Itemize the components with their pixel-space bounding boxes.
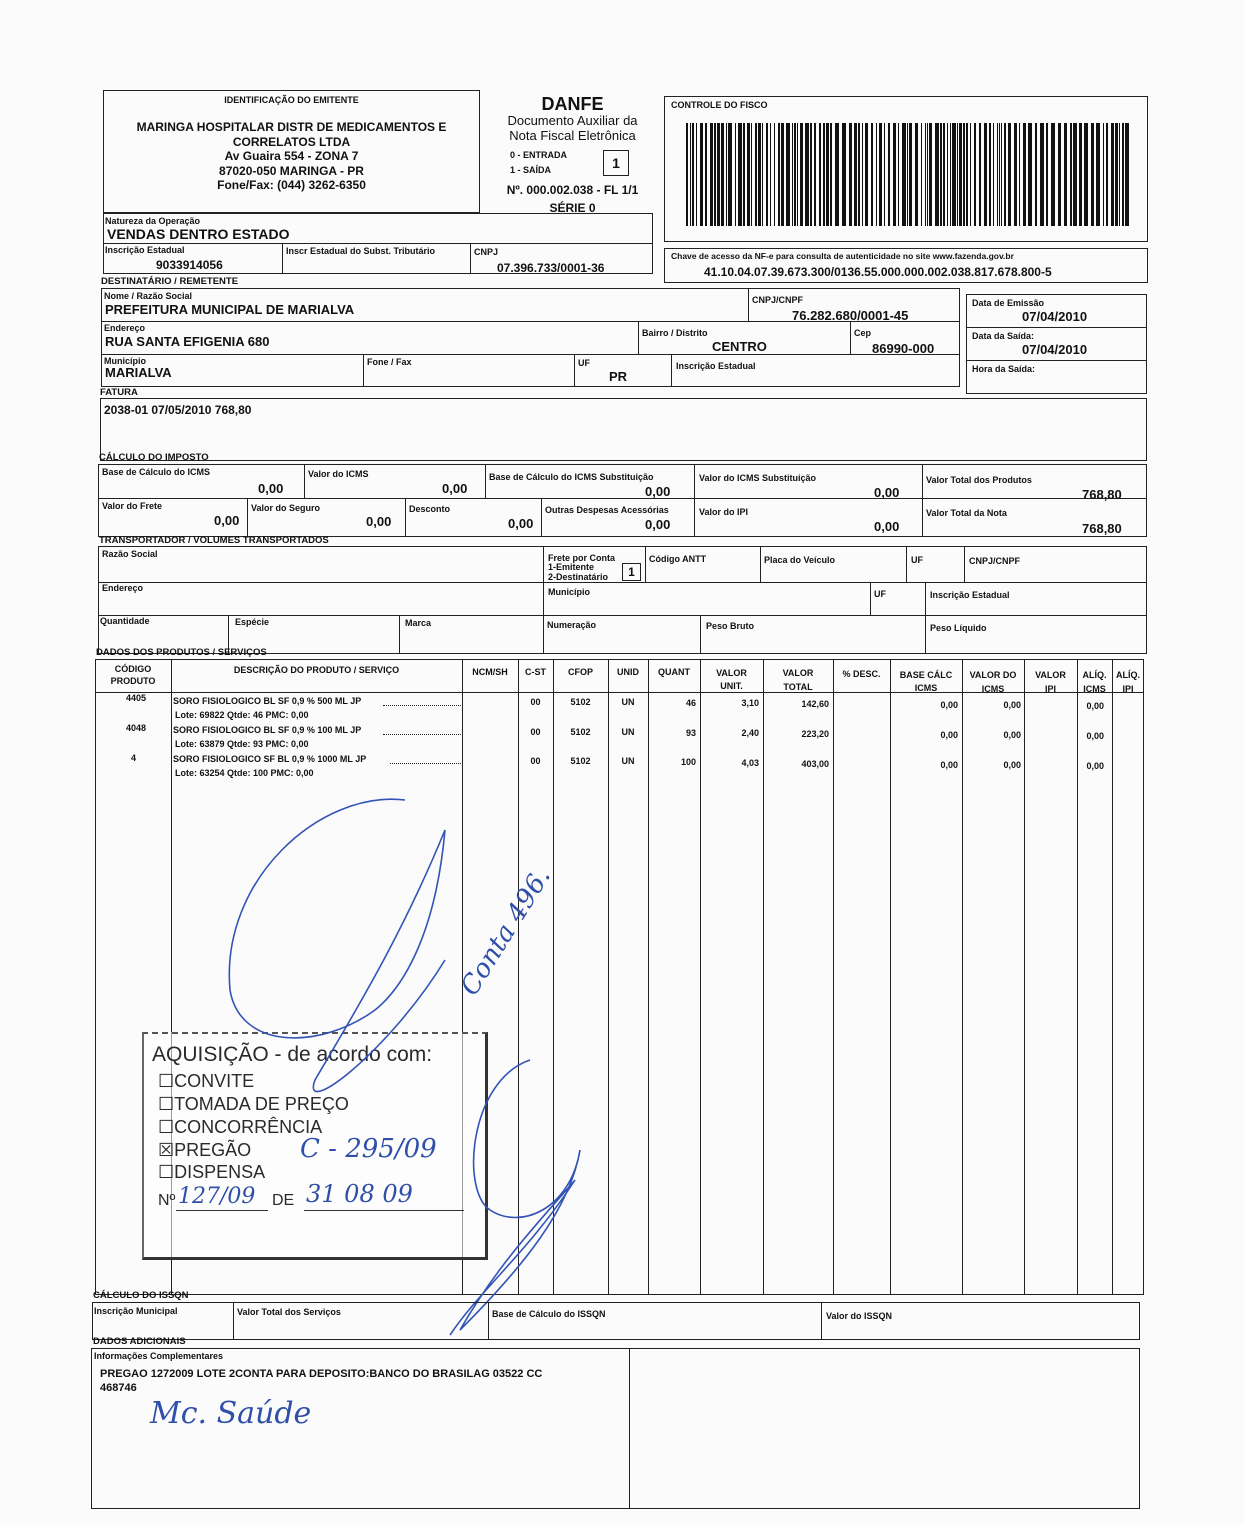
row-cfop: 5102 [570, 727, 591, 737]
barcode-bar [755, 123, 757, 226]
dest-cnpj-value: 76.282.680/0001-45 [792, 308, 909, 323]
transp-razao-label: Razão Social [102, 549, 158, 559]
stamp-num-prefix: Nº [158, 1192, 176, 1209]
row-quant: 46 [685, 698, 696, 708]
transp-uf2-label: UF [874, 589, 886, 599]
row-vunit: 3,10 [741, 698, 759, 708]
barcode-bar [696, 123, 697, 226]
dest-uf-label: UF [578, 358, 590, 368]
barcode-bar [810, 123, 812, 226]
dest-municipio-value: MARIALVA [105, 365, 172, 380]
barcode-bar [1008, 123, 1011, 226]
barcode-bar [879, 123, 882, 226]
barcode-bar [726, 123, 727, 226]
barcode-bar [1115, 123, 1118, 226]
barcode-bar [925, 123, 926, 226]
total-produtos-label: Valor Total dos Produtos [926, 475, 1032, 485]
dest-cep-value: 86990-000 [872, 341, 935, 356]
barcode-bar [950, 123, 951, 226]
hdr-vicms-1: VALOR DO [969, 670, 1017, 680]
barcode-bar [876, 123, 877, 226]
cnpj-emit-label: CNPJ [474, 247, 499, 257]
base-icms-label: Base de Cálculo do ICMS [102, 467, 211, 477]
danfe-entrada: 0 - ENTRADA [510, 150, 568, 160]
stamp-opt-concorrencia: ☐CONCORRÊNCIA [158, 1117, 323, 1137]
hdr-vunit-1: VALOR [716, 668, 747, 678]
barcode-bar [952, 123, 956, 226]
dest-cnpj-label: CNPJ/CNPF [752, 295, 804, 305]
barcode-bar [1111, 123, 1114, 226]
barcode-bar [705, 123, 707, 226]
hdr-aicms-1: ALÍQ. [1082, 670, 1107, 680]
row-vicms: 0,00 [1003, 700, 1021, 710]
barcode-bar [700, 123, 703, 226]
barcode-bar [1070, 123, 1072, 226]
barcode-bar [989, 123, 991, 226]
danfe-subtitle-1: Documento Auxiliar da [507, 113, 638, 128]
barcode-bar [747, 123, 750, 226]
barcode-bar [690, 123, 691, 226]
outras-label: Outras Despesas Acessórias [545, 505, 669, 515]
row-cst: 00 [530, 697, 541, 707]
barcode-bar [1001, 123, 1002, 226]
barcode-bar [854, 123, 857, 226]
numeracao-label: Numeração [547, 620, 597, 630]
issqn-section-label: CÁLCULO DO ISSQN [93, 1290, 189, 1301]
barcode-bar [871, 123, 873, 226]
barcode-bar [735, 123, 736, 226]
barcode-bar [717, 123, 720, 226]
row-descricao: SORO FISIOLOGICO BL SF 0,9 % 100 ML JP [173, 725, 362, 735]
row-vicms: 0,00 [1003, 730, 1021, 740]
desconto-label: Desconto [409, 504, 451, 514]
barcode-bar [966, 123, 968, 226]
dest-nome-label: Nome / Razão Social [104, 291, 193, 301]
row-base: 0,00 [940, 700, 958, 710]
chave-value: 41.10.04.07.39.673.300/0136.55.000.000.002.038.817.678.800-5 [704, 265, 1052, 279]
barcode-bar [762, 123, 763, 226]
hdr-vicms-2: ICMS [981, 684, 1005, 694]
barcode-bar [1091, 123, 1094, 226]
barcode-bar [915, 123, 918, 226]
dest-endereco-value: RUA SANTA EFIGENIA 680 [105, 334, 270, 349]
checkbox-icon: ☐ [158, 1071, 175, 1091]
barcode-bar [907, 123, 908, 226]
barcode [686, 123, 1130, 226]
emitente-info [103, 120, 480, 193]
barcode-bar [979, 123, 981, 226]
dest-municipio-label: Município [104, 356, 146, 366]
row-unid: UN [621, 727, 635, 737]
fatura-box [100, 398, 1147, 461]
hdr-vipi-1: VALOR [1035, 670, 1066, 680]
total-nota-value: 768,80 [1082, 521, 1122, 536]
barcode-bar [1064, 123, 1067, 226]
row-lote: Lote: 69822 Qtde: 46 PMC: 0,00 [175, 710, 309, 720]
ie-label: Inscrição Estadual [105, 245, 185, 255]
barcode-bar [743, 123, 745, 226]
barcode-bar [935, 123, 939, 226]
barcode-bar [814, 123, 816, 226]
barcode-bar [921, 123, 922, 226]
row-cfop: 5102 [570, 756, 591, 766]
produtos-section-label: DADOS DOS PRODUTOS / SERVIÇOS [96, 647, 267, 658]
total-produtos-value: 768,80 [1082, 487, 1122, 502]
emitente-phone: Fone/Fax: (044) 3262-6350 [217, 178, 366, 192]
row-vtotal: 223,20 [801, 729, 829, 739]
base-icms-value: 0,00 [258, 481, 284, 496]
quantidade-label: Quantidade [100, 616, 150, 626]
barcode-bar [1058, 123, 1061, 226]
dest-bairro-value: CENTRO [712, 339, 767, 354]
barcode-bar [842, 123, 846, 226]
barcode-bar [751, 123, 752, 226]
side-note-hw: Conta 496. [455, 862, 557, 1001]
stamp-title: AQUISIÇÃO - de acordo com: [152, 1043, 433, 1066]
barcode-bar [959, 123, 962, 226]
barcode-bar [970, 123, 971, 226]
transp-municipio-label: Município [548, 587, 590, 597]
barcode-bar [830, 123, 832, 226]
ipi-label: Valor do IPI [699, 507, 749, 517]
seguro-value: 0,00 [366, 514, 392, 529]
ipi-value: 0,00 [874, 519, 900, 534]
outras-value: 0,00 [645, 517, 671, 532]
fatura-value: 2038-01 07/05/2010 768,80 [104, 403, 252, 417]
barcode-bar [957, 123, 958, 226]
hdr-desc: % DESC. [842, 669, 881, 679]
barcode-bar [774, 123, 775, 226]
barcode-bar [940, 123, 942, 226]
row-lote: Lote: 63254 Qtde: 100 PMC: 0,00 [175, 768, 314, 778]
dest-ie-label: Inscrição Estadual [676, 361, 756, 371]
valor-st-value: 0,00 [874, 485, 900, 500]
row-vtotal: 142,60 [801, 699, 829, 709]
base-st-label: Base de Cálculo do ICMS Substituição [489, 472, 654, 482]
frete-label: Valor do Frete [102, 501, 163, 511]
base-st-value: 0,00 [645, 484, 671, 499]
transporte-section-label: TRANSPORTADOR / VOLUMES TRANSPORTADOS [99, 535, 329, 546]
barcode-bar [792, 123, 793, 226]
barcode-bar [865, 123, 868, 226]
row-quant: 100 [680, 757, 696, 767]
ie-value: 9033914056 [156, 258, 223, 272]
row-unid: UN [621, 697, 635, 707]
danfe-subtitle-2: Nota Fiscal Eletrônica [509, 128, 636, 143]
frete-conta-l2: 1-Emitente [548, 562, 595, 572]
danfe-saida: 1 - SAÍDA [510, 165, 552, 175]
stamp-de: DE [272, 1192, 295, 1209]
dest-uf-value: PR [609, 369, 628, 384]
hdr-unid: UNID [617, 667, 639, 677]
row-base: 0,00 [940, 760, 958, 770]
info-label: Informações Complementares [94, 1351, 224, 1361]
barcode-bar [778, 123, 780, 226]
saida-label: Data da Saída: [972, 331, 1035, 341]
stamp-num-hw: 127/09 [178, 1184, 256, 1209]
barcode-bar [909, 123, 912, 226]
placa-label: Placa do Veículo [764, 555, 836, 565]
hdr-aipi-2: IPI [1122, 684, 1134, 694]
barcode-bar [1023, 123, 1026, 226]
checked-box-icon: ☒ [158, 1140, 175, 1160]
barcode-bar [858, 123, 860, 226]
barcode-bar [1014, 123, 1017, 226]
row-aicms: 0,00 [1086, 731, 1104, 741]
barcode-bar [728, 123, 732, 226]
barcode-bar [805, 123, 809, 226]
row-quant: 93 [685, 728, 696, 738]
barcode-bar [997, 123, 998, 226]
hdr-aipi-1: ALÍQ. [1116, 670, 1140, 680]
issqn-valor-label: Valor do ISSQN [826, 1311, 893, 1321]
issqn-im-label: Inscrição Municipal [94, 1306, 178, 1316]
barcode-bar [1046, 123, 1048, 226]
barcode-bar [758, 123, 761, 226]
barcode-bar [1051, 123, 1055, 226]
danfe-tipo-box: 1 [603, 150, 629, 176]
row-aicms: 0,00 [1086, 701, 1104, 711]
stamp-opt-pregao: ☒PREGÃO [158, 1140, 252, 1160]
row-lote: Lote: 63879 Qtde: 93 PMC: 0,00 [175, 739, 309, 749]
hdr-aicms-2: ICMS [1083, 684, 1106, 694]
emitente-name-1: MARINGA HOSPITALAR DISTR DE MEDICAMENTOS E [136, 120, 447, 134]
row-vunit: 4,03 [741, 758, 759, 768]
barcode-bar [835, 123, 839, 226]
dest-cep-label: Cep [854, 328, 872, 338]
fisco-label: CONTROLE DO FISCO [671, 100, 768, 110]
total-nota-label: Valor Total da Nota [926, 508, 1007, 518]
transp-cnpj-label: CNPJ/CNPF [969, 556, 1021, 566]
barcode-bar [797, 123, 798, 226]
hdr-quant: QUANT [658, 667, 690, 677]
dest-bairro-label: Bairro / Distrito [642, 328, 708, 338]
natureza-value: VENDAS DENTRO ESTADO [107, 226, 290, 242]
info-line-1: PREGAO 1272009 LOTE 2CONTA PARA DEPOSITO:BANCO DO BRASILAG 03522 CC [100, 1368, 543, 1380]
antt-label: Código ANTT [649, 554, 707, 564]
row-descricao: SORO FISIOLOGICO SF BL 0,9 % 1000 ML JP [173, 754, 367, 764]
barcode-bar [902, 123, 906, 226]
adicionais-section-label: DADOS ADICIONAIS [93, 1336, 186, 1347]
info-line-2: 468746 [100, 1382, 137, 1394]
barcode-bar [1019, 123, 1020, 226]
danfe-serie: SÉRIE 0 [549, 201, 596, 215]
transp-endereco-label: Endereço [102, 583, 144, 593]
barcode-bar [1119, 123, 1120, 226]
seguro-label: Valor do Seguro [251, 503, 321, 513]
emissao-label: Data de Emissão [972, 298, 1045, 308]
barcode-bar [1079, 123, 1082, 226]
barcode-bar [1040, 123, 1044, 226]
checkbox-icon: ☐ [158, 1117, 175, 1137]
valor-icms-label: Valor do ICMS [308, 469, 369, 479]
barcode-bar [999, 123, 1000, 226]
row-base: 0,00 [940, 730, 958, 740]
stamp-opt-convite: ☐CONVITE [158, 1071, 255, 1091]
barcode-bar [1073, 123, 1077, 226]
barcode-bar [893, 123, 896, 226]
barcode-bar [1125, 123, 1129, 226]
emitente-name-2: CORRELATOS LTDA [232, 134, 351, 149]
barcode-bar [710, 123, 713, 226]
peso-bruto-label: Peso Bruto [706, 621, 755, 631]
marca-label: Marca [405, 618, 432, 628]
frete-value: 0,00 [214, 513, 240, 528]
hdr-codigo-1: CÓDIGO [114, 664, 152, 674]
barcode-bar [1103, 123, 1104, 226]
info-handwriting: Mc. Saúde [150, 1396, 312, 1431]
row-aicms: 0,00 [1086, 761, 1104, 771]
ie-st-label: Inscr Estadual do Subst. Tributário [286, 246, 436, 256]
row-vunit: 2,40 [741, 728, 759, 738]
row-descricao: SORO FISIOLOGICO BL SF 0,9 % 500 ML JP [173, 696, 362, 706]
barcode-bar [686, 123, 688, 226]
barcode-bar [781, 123, 784, 226]
hdr-descricao: DESCRIÇÃO DO PRODUTO / SERVIÇO [233, 665, 400, 675]
dest-nome-value: PREFEITURA MUNICIPAL DE MARIALVA [105, 302, 355, 317]
row-cst: 00 [530, 756, 541, 766]
barcode-bar [849, 123, 852, 226]
hdr-vipi-2: IPI [1044, 684, 1056, 694]
peso-liquido-label: Peso Líquido [930, 623, 987, 633]
stamp-pregao-hw: C - 295/09 [300, 1134, 437, 1164]
barcode-bar [927, 123, 928, 226]
row-cfop: 5102 [570, 697, 591, 707]
dest-fone-label: Fone / Fax [367, 357, 412, 367]
especie-label: Espécie [235, 617, 270, 627]
emitente-section-label: IDENTIFICAÇÃO DO EMITENTE [224, 95, 359, 105]
barcode-bar [738, 123, 742, 226]
barcode-bar [947, 123, 948, 226]
emitente-city: 87020-050 MARINGA - PR [219, 163, 364, 178]
barcode-bar [888, 123, 890, 226]
barcode-bar [826, 123, 829, 226]
barcode-bar [1122, 123, 1124, 226]
barcode-bar [993, 123, 994, 226]
issqn-total-label: Valor Total dos Serviços [237, 1307, 341, 1317]
frete-conta-l3: 2-Destinatário [548, 572, 609, 582]
hdr-cst: C-ST [525, 667, 546, 677]
cnpj-emit-value: 07.396.733/0001-36 [497, 261, 605, 275]
row-vtotal: 403,00 [801, 759, 829, 769]
row-unid: UN [621, 756, 635, 766]
barcode-bar [794, 123, 796, 226]
barcode-bar [984, 123, 987, 226]
barcode-bar [786, 123, 790, 226]
row-codigo: 4405 [125, 693, 146, 703]
checkbox-icon: ☐ [158, 1162, 175, 1182]
chave-label: Chave de acesso da NF-e para consulta de autenticidade no site www.fazenda.gov.br [671, 251, 1014, 261]
row-vicms: 0,00 [1003, 760, 1021, 770]
barcode-bar [1106, 123, 1108, 226]
desconto-value: 0,00 [508, 516, 534, 531]
hdr-base-2: ICMS [914, 683, 938, 693]
hdr-ncm: NCM/SH [472, 667, 508, 677]
barcode-bar [974, 123, 976, 226]
stamp-date-hw: 31 08 09 [306, 1180, 413, 1208]
barcode-bar [770, 123, 771, 226]
danfe-numero: Nº. 000.002.038 - FL 1/1 [506, 183, 639, 197]
hdr-codigo-2: PRODUTO [110, 676, 156, 686]
valor-st-label: Valor do ICMS Substituição [699, 473, 817, 483]
dest-endereco-label: Endereço [104, 323, 146, 333]
saida-value: 07/04/2010 [1022, 342, 1088, 357]
issqn-base-label: Base de Cálculo do ISSQN [492, 1309, 606, 1319]
hdr-cfop: CFOP [567, 667, 593, 677]
hdr-base-1: BASE CÁLC [899, 670, 953, 680]
barcode-bar [823, 123, 825, 226]
barcode-bar [862, 123, 863, 226]
signature-scribble [200, 790, 680, 1350]
emissao-value: 07/04/2010 [1022, 309, 1088, 324]
barcode-bar [1004, 123, 1006, 226]
barcode-bar [766, 123, 768, 226]
hora-label: Hora da Saída: [972, 364, 1036, 374]
hdr-vtotal-2: TOTAL [783, 682, 813, 692]
transp-ie-label: Inscrição Estadual [930, 590, 1010, 600]
barcode-bar [943, 123, 945, 226]
barcode-bar [721, 123, 724, 226]
natureza-label: Natureza da Operação [105, 216, 201, 226]
barcode-bar [884, 123, 885, 226]
barcode-bar [800, 123, 803, 226]
barcode-bar [819, 123, 821, 226]
emitente-address: Av Guaira 554 - ZONA 7 [224, 149, 359, 163]
row-cst: 00 [530, 727, 541, 737]
transp-uf-label: UF [911, 555, 923, 565]
frete-conta-l1: Frete por Conta [548, 553, 616, 563]
checkbox-icon: ☐ [158, 1094, 175, 1114]
hdr-vunit-2: UNIT. [720, 681, 743, 691]
barcode-bar [714, 123, 716, 226]
hdr-vtotal-1: VALOR [782, 668, 814, 678]
row-codigo: 4048 [125, 723, 146, 733]
barcode-bar [692, 123, 694, 226]
fatura-section-label: FATURA [100, 387, 138, 398]
barcode-bar [963, 123, 965, 226]
barcode-bar [1096, 123, 1100, 226]
barcode-bar [898, 123, 899, 226]
barcode-bar [1028, 123, 1032, 226]
barcode-bar [1084, 123, 1088, 226]
barcode-bar [1035, 123, 1037, 226]
stamp-opt-tomada: ☐TOMADA DE PREÇO [158, 1094, 349, 1114]
row-codigo: 4 [130, 753, 136, 763]
danfe-title: DANFE [541, 94, 604, 114]
stamp-opt-dispensa: ☐DISPENSA [158, 1162, 266, 1182]
destinatario-section-label: DESTINATÁRIO / REMETENTE [101, 276, 239, 287]
barcode-bar [929, 123, 932, 226]
imposto-section-label: CÁLCULO DO IMPOSTO [99, 452, 209, 463]
frete-conta-box: 1 [622, 563, 641, 581]
valor-icms-value: 0,00 [442, 481, 468, 496]
